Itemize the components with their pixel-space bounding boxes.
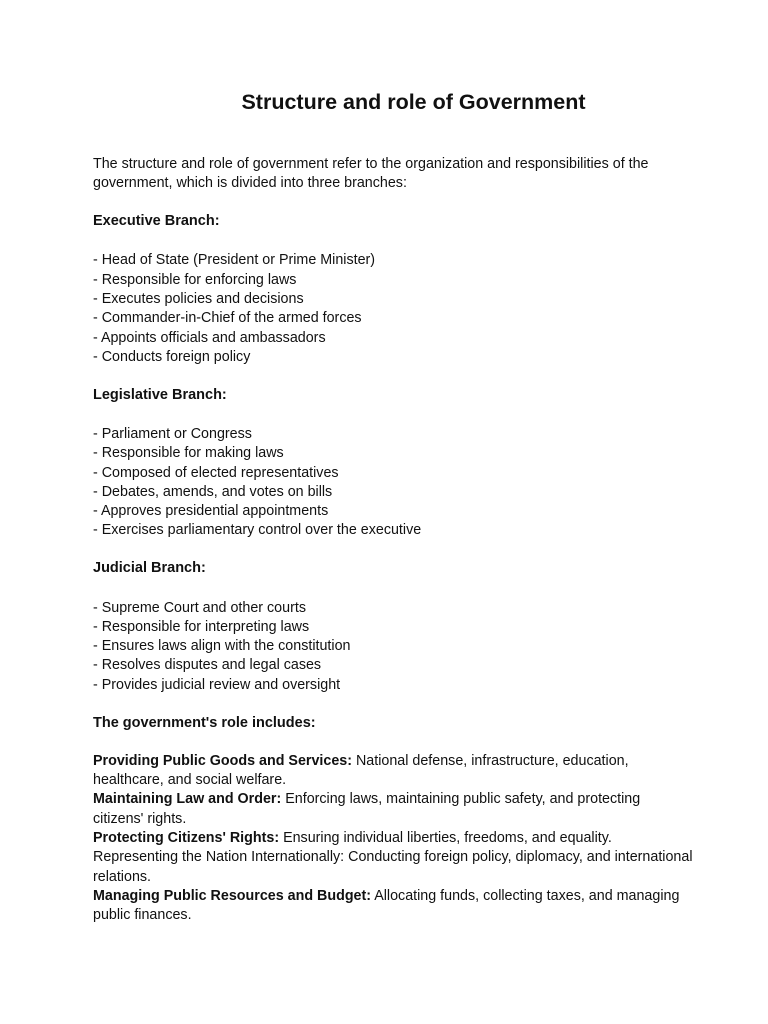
list-item: - Commander-in-Chief of the armed forces	[93, 310, 362, 327]
list-item: - Conducts foreign policy	[93, 348, 251, 365]
list-item: - Head of State (President or Prime Minister)	[93, 252, 376, 269]
document-page	[93, 88, 693, 926]
list-item: - Exercises parliamentary control over the executive	[93, 522, 422, 539]
roles-heading: The government's role includes:	[93, 714, 316, 731]
intro-paragraph: The structure and role of government refer to the organization and responsibilities of the government, which is divided into three branches:	[93, 156, 649, 192]
list-item: - Composed of elected representatives	[93, 464, 339, 481]
role-item	[93, 790, 693, 829]
list-item: - Responsible for making laws	[93, 445, 284, 462]
list-item: - Parliament or Congress	[93, 425, 252, 442]
executive-heading: Executive Branch:	[93, 213, 220, 230]
role-term: Providing Public Goods and Services:	[93, 752, 352, 769]
role-term: Maintaining Law and Order:	[93, 791, 282, 808]
list-item: - Executes policies and decisions	[93, 290, 304, 307]
legislative-list	[93, 425, 693, 541]
executive-list	[93, 251, 693, 367]
role-description: Representing the Nation Internationally: Conducting foreign policy, diplomacy, and international relations.	[93, 849, 693, 885]
list-item: - Responsible for enforcing laws	[93, 271, 297, 288]
role-item	[93, 848, 693, 887]
role-description: Enforcing laws, maintaining public safety, and protecting citizens' rights.	[93, 791, 641, 827]
role-item	[93, 887, 693, 926]
list-item: - Approves presidential appointments	[93, 503, 329, 520]
role-item	[93, 752, 693, 791]
list-item: - Ensures laws align with the constitution	[93, 638, 351, 655]
list-item: - Provides judicial review and oversight	[93, 676, 341, 693]
list-item: - Supreme Court and other courts	[93, 599, 306, 616]
role-term: Protecting Citizens' Rights:	[93, 830, 280, 847]
judicial-heading: Judicial Branch:	[93, 560, 206, 577]
role-description: National defense, infrastructure, education, healthcare, and social welfare.	[93, 752, 629, 789]
list-item: - Responsible for interpreting laws	[93, 618, 310, 635]
judicial-list	[93, 599, 693, 695]
legislative-heading: Legislative Branch:	[93, 386, 227, 403]
list-item: - Debates, amends, and votes on bills	[93, 483, 333, 500]
role-description: Ensuring individual liberties, freedoms, and equality.	[279, 830, 612, 847]
roles-list	[93, 752, 693, 926]
document-title: Structure and role of Government	[241, 90, 586, 114]
list-item: - Appoints officials and ambassadors	[93, 329, 326, 346]
role-term: Managing Public Resources and Budget:	[93, 887, 372, 904]
list-item: - Resolves disputes and legal cases	[93, 657, 322, 674]
role-item	[93, 829, 693, 848]
role-description: Allocating funds, collecting taxes, and managing public finances.	[93, 887, 680, 924]
